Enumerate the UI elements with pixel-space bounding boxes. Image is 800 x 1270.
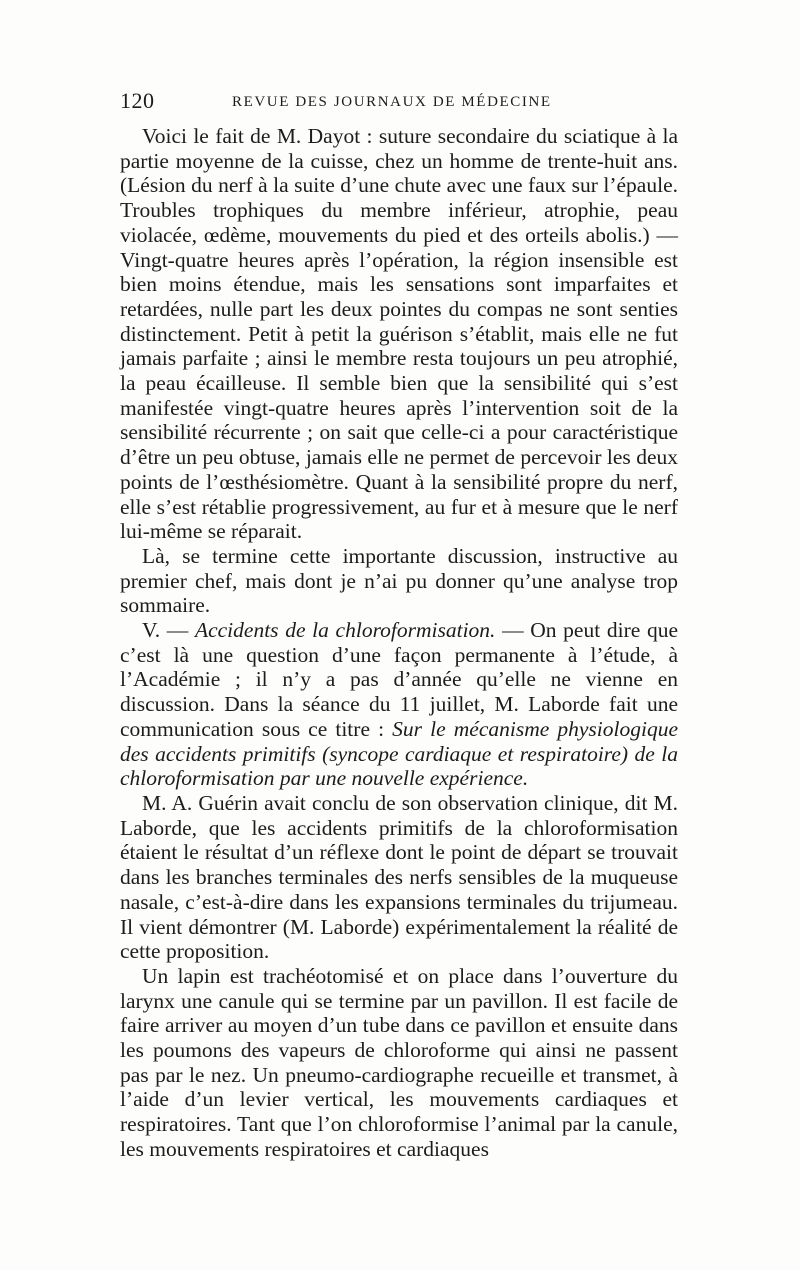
body-text — [120, 124, 678, 1162]
paragraph-chloroformisation — [120, 618, 678, 791]
section-number: V. — — [142, 618, 195, 643]
communication-title: Sur le mécanisme physiologique des accidents primitifs (syncope cardiaque et respiratoire) de la chloroformisation par une nouvelle expérience. — [120, 716, 678, 791]
paragraph-guerin-laborde: M. A. Guérin avait conclu de son observation clinique, dit M. Laborde, que les accidents primitifs de la chloroformisation étaient le résultat d’un réflexe dont le point de départ se trouvait dans les branches terminales des nerfs sensibles de la muqueuse nasale, c’est-à-dire dans les expansions terminales du trijumeau. Il vient démontrer (M. Laborde) expérimentalement la réalité de cette proposition. — [120, 790, 678, 964]
running-title: REVUE DES JOURNAUX DE MÉDECINE — [232, 94, 552, 110]
page-header — [120, 88, 680, 118]
section-title: Accidents de la chloroformisation. — [194, 618, 496, 643]
page-number: 120 — [120, 88, 155, 113]
section-intro-text: — On peut dire que c’est là une question d’une façon permanente à l’étude, à l’Académie ; il n’y a pas d’année qu’elle ne vienne en discussion. Dans la séance du 11 juillet, M. Laborde fait une communication sous ce titre : — [120, 618, 678, 741]
paragraph-rabbit-experiment: Un lapin est trachéotomisé et on place dans l’ouverture du larynx une canule qui se termine par un pavillon. Il est facile de faire arriver au moyen d’un tube dans ce pavillon et ensuite dans les poumons des vapeurs de chloroforme qui ainsi ne passent pas par le nez. Un pneumo-cardiographe recueille et transmet, à l’aide d’un levier vertical, les mouvements cardiaques et respiratoires. Tant que l’on chloroformise l’animal par la canule, les mouvements respiratoires et cardiaques — [120, 963, 678, 1161]
paragraph-discussion-end: Là, se termine cette importante discussion, instructive au premier chef, mais dont je n’ai pu donner qu’une analyse trop sommaire. — [120, 543, 678, 618]
paragraph-dayot-case: Voici le fait de M. Dayot : suture secondaire du sciatique à la partie moyenne de la cuisse, chez un homme de trente-huit ans. (Lésion du nerf à la suite d’une chute avec une faux sur l’épaule. Troubles trophiques du membre inférieur, atrophie, peau violacée, œdème, mouvements du pied et des orteils abolis.) — Vingt-quatre heures après l’opération, la région insensible est bien moins étendue, mais les sensations sont imparfaites et retardées, nulle part les deux pointes du compas ne sont senties distinctement. Petit à petit la guérison s’établit, mais elle ne fut jamais parfaite ; ainsi le membre resta toujours un peu atrophié, la peau écailleuse. Il semble bien que la sensibilité qui s’est manifestée vingt-quatre heures après l’intervention soit de la sensibilité récurrente ; on sait que celle-ci a pour caractéristique d’être un peu obtuse, jamais elle ne permet de percevoir les deux points de l’œsthésiomètre. Quant à la sensibilité propre du nerf, elle s’est rétablie progressivement, au fur et à mesure que le nerf lui-même se réparait. — [120, 124, 678, 544]
